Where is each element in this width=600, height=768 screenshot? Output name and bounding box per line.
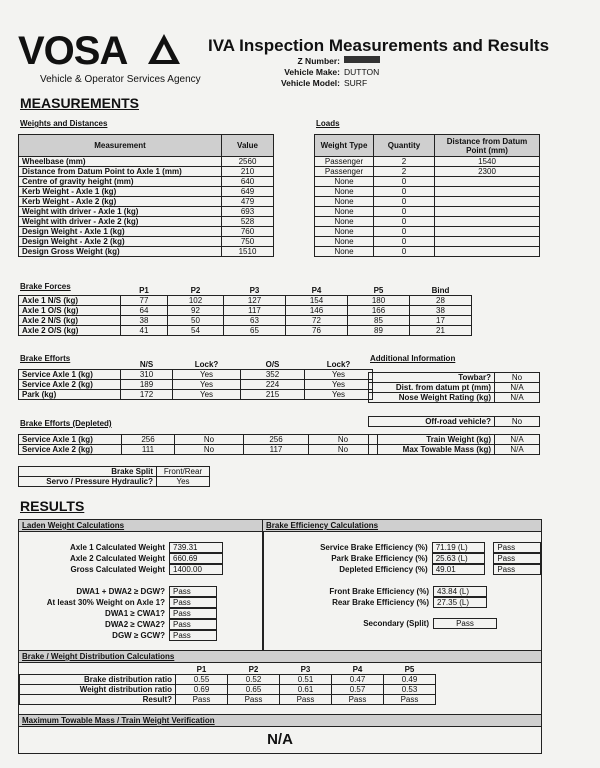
brake-effort-value: Yes	[305, 390, 373, 400]
brake-effort-value: 189	[121, 380, 173, 390]
weights-row	[19, 167, 274, 177]
weights-row	[19, 247, 274, 257]
vehicle-make: DUTTON	[344, 67, 380, 77]
bf-col-bind: Bind	[431, 286, 450, 295]
secondary-value: Pass	[433, 618, 497, 629]
depleted-value: 256	[244, 435, 309, 445]
loads-row	[315, 167, 540, 177]
laden-row-value: 1400.00	[169, 564, 223, 575]
load-type: None	[315, 187, 374, 197]
depleted-row-label: Service Axle 1 (kg)	[19, 435, 122, 445]
dist-col-p3: P3	[300, 665, 311, 674]
axle-efficiency-row-label: Rear Brake Efficiency (%)	[332, 598, 429, 607]
vehicle-make-label: Vehicle Make:	[284, 67, 340, 77]
brake-split-row	[19, 467, 210, 477]
load-distance	[435, 177, 540, 187]
load-quantity: 2	[374, 157, 435, 167]
dwa-row	[19, 586, 263, 597]
loads-row	[315, 217, 540, 227]
brake-split-row-value: Front/Rear	[157, 467, 210, 477]
towable-heading: Maximum Towable Mass / Train Weight Verification	[19, 715, 541, 727]
results-heading: RESULTS	[20, 498, 85, 514]
load-type: Passenger	[315, 167, 374, 177]
brake-force-row-label: Axle 2 N/S (kg)	[19, 316, 121, 326]
weights-value: 760	[222, 227, 274, 237]
weights-value: 2560	[222, 157, 274, 167]
towable-value: N/A	[267, 731, 293, 748]
loads-row	[315, 197, 540, 207]
additional-info-heading: Additional Information	[370, 354, 456, 363]
z-number-label: Z Number:	[297, 56, 340, 66]
triangle-emblem-icon	[148, 34, 180, 64]
distribution-row-label: Weight distribution ratio	[20, 685, 176, 695]
laden-weight-panel	[18, 519, 264, 652]
weights-row	[19, 177, 274, 187]
brake-effort-row	[19, 370, 373, 380]
additional-info-row-value: N/A	[495, 393, 540, 403]
laden-row-value: 739.31	[169, 542, 223, 553]
brake-efficiency-panel	[262, 519, 542, 652]
axle-efficiency-row-label: Front Brake Efficiency (%)	[329, 587, 429, 596]
load-quantity: 0	[374, 237, 435, 247]
axle-efficiency-row	[263, 597, 541, 608]
bf-col-p1: P1	[139, 286, 149, 295]
dwa-row	[19, 608, 263, 619]
load-type: None	[315, 237, 374, 247]
weights-table	[18, 134, 274, 257]
laden-row-value: 660.69	[169, 553, 223, 564]
distribution-row	[20, 695, 436, 705]
distribution-table	[19, 665, 436, 705]
weights-value: 479	[222, 197, 274, 207]
laden-row	[19, 553, 263, 564]
depleted-row	[19, 435, 378, 445]
loads-col-dist: Distance from Datum Point (mm)	[435, 135, 540, 157]
depleted-value: 256	[122, 435, 175, 445]
weights-value: 750	[222, 237, 274, 247]
brake-force-value: 63	[224, 316, 286, 326]
page-title: IVA Inspection Measurements and Results	[208, 36, 550, 55]
vehicle-meta	[230, 56, 430, 89]
brake-split-row-label: Servo / Pressure Hydraulic?	[19, 477, 157, 487]
brake-force-row-label: Axle 1 N/S (kg)	[19, 296, 121, 306]
brake-split-row	[19, 477, 210, 487]
brake-forces-table	[18, 286, 472, 336]
brake-force-value: 89	[348, 326, 410, 336]
loads-row	[315, 177, 540, 187]
distribution-value: 0.51	[280, 675, 332, 685]
distribution-heading: Brake / Weight Distribution Calculations	[19, 651, 541, 663]
loads-row	[315, 227, 540, 237]
vosa-logo-text: VOSA	[18, 30, 128, 70]
distribution-value: Pass	[332, 695, 384, 705]
efficiency-row-result: Pass	[493, 553, 541, 564]
axle-efficiency-row-value: 27.35 (L)	[433, 597, 487, 608]
brake-force-value: 117	[224, 306, 286, 316]
additional-info-row-label: Dist. from datum pt (mm)	[369, 383, 495, 393]
brake-effort-value: Yes	[173, 390, 241, 400]
additional-info-table	[368, 372, 540, 403]
weights-value: 528	[222, 217, 274, 227]
load-distance	[435, 237, 540, 247]
brake-force-row-label: Axle 2 O/S (kg)	[19, 326, 121, 336]
brake-effort-value: 310	[121, 370, 173, 380]
brake-force-value: 77	[121, 296, 168, 306]
efficiency-row	[263, 564, 541, 575]
vosa-logo	[18, 30, 188, 70]
weights-row	[19, 237, 274, 247]
bf-col-p5: P5	[373, 286, 384, 295]
loads-row	[315, 237, 540, 247]
dwa-row-label: DGW ≥ GCW?	[112, 631, 165, 640]
efficiency-row-value: 25.63 (L)	[432, 553, 486, 564]
brake-force-value: 85	[348, 316, 410, 326]
dwa-row-label: DWA1 ≥ CWA1?	[105, 609, 165, 618]
additional-info-row-value: N/A	[495, 383, 540, 393]
brake-force-value: 64	[121, 306, 168, 316]
loads-heading: Loads	[316, 119, 340, 128]
bf-col-p2: P2	[190, 286, 201, 295]
distribution-value: 0.69	[176, 685, 228, 695]
brake-force-value: 154	[286, 296, 348, 306]
loads-row	[315, 247, 540, 257]
loads-col-type: Weight Type	[315, 135, 374, 157]
weights-row	[19, 197, 274, 207]
vehicle-model-label: Vehicle Model:	[280, 78, 340, 88]
brake-force-row-label: Axle 1 O/S (kg)	[19, 306, 121, 316]
distribution-value: Pass	[176, 695, 228, 705]
axle-efficiency-row	[263, 586, 541, 597]
distribution-value: Pass	[280, 695, 332, 705]
brake-effort-row	[19, 380, 373, 390]
loads-row	[315, 157, 540, 167]
dwa-row	[19, 597, 263, 608]
brake-effort-value: Yes	[173, 370, 241, 380]
dwa-row-value: Pass	[169, 630, 217, 641]
depleted-heading: Brake Efforts (Depleted)	[20, 419, 112, 428]
depleted-value: 117	[244, 445, 309, 455]
brake-effort-row	[19, 390, 373, 400]
be-col-lock1: Lock?	[194, 360, 219, 369]
load-type: None	[315, 197, 374, 207]
depleted-value: No	[309, 445, 378, 455]
vehicle-model: SURF	[344, 78, 368, 88]
load-distance	[435, 217, 540, 227]
brake-force-value: 38	[410, 306, 472, 316]
weights-label: Centre of gravity height (mm)	[19, 177, 222, 187]
brake-force-value: 180	[348, 296, 410, 306]
load-quantity: 0	[374, 207, 435, 217]
brake-force-value: 54	[168, 326, 224, 336]
brake-force-value: 65	[224, 326, 286, 336]
dwa-row	[19, 619, 263, 630]
weights-col-value: Value	[222, 135, 274, 157]
load-quantity: 0	[374, 177, 435, 187]
brake-force-value: 38	[121, 316, 168, 326]
laden-row-label: Axle 2 Calculated Weight	[70, 554, 165, 563]
distribution-value: 0.65	[228, 685, 280, 695]
brake-effort-row-label: Service Axle 1 (kg)	[19, 370, 121, 380]
depleted-table	[18, 434, 378, 455]
weights-value: 693	[222, 207, 274, 217]
distribution-row	[20, 685, 436, 695]
weights-label: Distance from Datum Point to Axle 1 (mm)	[19, 167, 222, 177]
be-col-ns: N/S	[139, 360, 154, 369]
brake-efficiency-heading: Brake Efficiency Calculations	[263, 520, 541, 532]
brake-effort-value: 224	[241, 380, 305, 390]
efficiency-row-result: Pass	[493, 564, 541, 575]
depleted-value: No	[309, 435, 378, 445]
weights-label: Wheelbase (mm)	[19, 157, 222, 167]
measurements-heading: MEASUREMENTS	[20, 95, 140, 111]
brake-split-row-label: Brake Split	[19, 467, 157, 477]
load-type: None	[315, 217, 374, 227]
load-distance	[435, 207, 540, 217]
loads-row	[315, 187, 540, 197]
train-row-label: Max Towable Mass (kg)	[369, 445, 495, 455]
dwa-row-value: Pass	[169, 597, 217, 608]
weights-label: Weight with driver - Axle 2 (kg)	[19, 217, 222, 227]
load-distance	[435, 247, 540, 257]
laden-row-label: Axle 1 Calculated Weight	[70, 543, 165, 552]
load-distance	[435, 227, 540, 237]
efficiency-row-value: 71.19 (L)	[432, 542, 486, 553]
load-quantity: 0	[374, 227, 435, 237]
load-type: None	[315, 177, 374, 187]
dwa-row	[19, 630, 263, 641]
laden-row	[19, 564, 263, 575]
offroad-value: No	[495, 417, 540, 427]
distribution-row-label: Result?	[20, 695, 176, 705]
brake-force-value: 28	[410, 296, 472, 306]
loads-row	[315, 207, 540, 217]
secondary-label: Secondary (Split)	[363, 619, 429, 628]
load-type: None	[315, 227, 374, 237]
offroad-label: Off-road vehicle?	[369, 417, 495, 427]
efficiency-row-label: Service Brake Efficiency (%)	[320, 543, 428, 552]
bf-col-p4: P4	[311, 286, 322, 295]
dist-col-p4: P4	[352, 665, 363, 674]
weights-row	[19, 187, 274, 197]
laden-weight-heading: Laden Weight Calculations	[19, 520, 263, 532]
laden-row-label: Gross Calculated Weight	[70, 565, 165, 574]
brake-force-value: 76	[286, 326, 348, 336]
brake-force-value: 21	[410, 326, 472, 336]
brake-split-row-value: Yes	[157, 477, 210, 487]
additional-info-row-label: Nose Weight Rating (kg)	[369, 393, 495, 403]
additional-info-row-value: No	[495, 373, 540, 383]
weights-label: Weight with driver - Axle 1 (kg)	[19, 207, 222, 217]
brake-force-value: 50	[168, 316, 224, 326]
train-row-value: N/A	[495, 445, 540, 455]
load-quantity: 0	[374, 197, 435, 207]
weights-label: Design Weight - Axle 2 (kg)	[19, 237, 222, 247]
distribution-value: 0.47	[332, 675, 384, 685]
weights-label: Design Weight - Axle 1 (kg)	[19, 227, 222, 237]
additional-info-row-label: Towbar?	[369, 373, 495, 383]
bf-col-p3: P3	[249, 286, 260, 295]
efficiency-row	[263, 553, 541, 564]
laden-row	[19, 542, 263, 553]
load-type: None	[315, 207, 374, 217]
load-distance	[435, 197, 540, 207]
dwa-row-value: Pass	[169, 608, 217, 619]
dwa-row-value: Pass	[169, 586, 217, 597]
load-quantity: 0	[374, 187, 435, 197]
weights-label: Kerb Weight - Axle 1 (kg)	[19, 187, 222, 197]
brake-force-row	[19, 306, 472, 316]
train-row	[369, 435, 540, 445]
load-type: Passenger	[315, 157, 374, 167]
train-row	[369, 445, 540, 455]
load-type: None	[315, 247, 374, 257]
brake-split-table	[18, 466, 210, 487]
loads-col-qty: Quantity	[374, 135, 435, 157]
dwa-row-label: DWA1 + DWA2 ≥ DGW?	[76, 587, 165, 596]
brake-force-value: 102	[168, 296, 224, 306]
weights-row	[19, 207, 274, 217]
distribution-value: 0.55	[176, 675, 228, 685]
brake-force-value: 92	[168, 306, 224, 316]
distribution-value: Pass	[384, 695, 436, 705]
brake-effort-value: 352	[241, 370, 305, 380]
dist-col-p5: P5	[404, 665, 415, 674]
weights-row	[19, 227, 274, 237]
efficiency-row-value: 49.01	[432, 564, 486, 575]
distribution-row	[20, 675, 436, 685]
axle-efficiency-row-value: 43.84 (L)	[433, 586, 487, 597]
load-quantity: 2	[374, 167, 435, 177]
weights-value: 640	[222, 177, 274, 187]
brake-force-row	[19, 326, 472, 336]
distribution-value: 0.49	[384, 675, 436, 685]
load-quantity: 0	[374, 247, 435, 257]
weights-label: Design Gross Weight (kg)	[19, 247, 222, 257]
towable-panel	[18, 714, 542, 754]
dwa-row-label: DWA2 ≥ CWA2?	[105, 620, 165, 629]
distribution-row-label: Brake distribution ratio	[20, 675, 176, 685]
brake-effort-value: Yes	[305, 380, 373, 390]
distribution-value: 0.52	[228, 675, 280, 685]
depleted-value: No	[175, 445, 244, 455]
depleted-row	[19, 445, 378, 455]
train-row-value: N/A	[495, 435, 540, 445]
load-distance	[435, 187, 540, 197]
dist-col-p2: P2	[248, 665, 259, 674]
brake-forces-heading: Brake Forces	[20, 282, 71, 291]
weights-col-measurement: Measurement	[19, 135, 222, 157]
distribution-panel	[18, 650, 542, 716]
brake-force-row	[19, 296, 472, 306]
efficiency-row-result: Pass	[493, 542, 541, 553]
be-col-lock2: Lock?	[326, 360, 351, 369]
redacted-z-number	[344, 56, 380, 63]
distribution-value: 0.57	[332, 685, 384, 695]
brake-force-value: 41	[121, 326, 168, 336]
dist-col-p1: P1	[196, 665, 207, 674]
brake-effort-value: 172	[121, 390, 173, 400]
brake-force-row	[19, 316, 472, 326]
load-distance: 2300	[435, 167, 540, 177]
loads-table	[314, 134, 540, 257]
additional-info-row	[369, 373, 540, 383]
efficiency-row	[263, 542, 541, 553]
weights-row	[19, 157, 274, 167]
be-col-os: O/S	[265, 360, 280, 369]
depleted-value: No	[175, 435, 244, 445]
weights-value: 649	[222, 187, 274, 197]
brake-effort-value: Yes	[305, 370, 373, 380]
depleted-row-label: Service Axle 2 (kg)	[19, 445, 122, 455]
brake-effort-row-label: Park (kg)	[19, 390, 121, 400]
brake-force-value: 127	[224, 296, 286, 306]
weights-row	[19, 217, 274, 227]
weights-heading: Weights and Distances	[20, 119, 108, 128]
brake-efforts-heading: Brake Efforts	[20, 354, 71, 363]
efficiency-row-label: Park Brake Efficiency (%)	[331, 554, 428, 563]
agency-name: Vehicle & Operator Services Agency	[40, 74, 201, 85]
weights-value: 1510	[222, 247, 274, 257]
train-table	[368, 434, 540, 455]
brake-effort-value: 215	[241, 390, 305, 400]
brake-force-value: 72	[286, 316, 348, 326]
distribution-value: Pass	[228, 695, 280, 705]
weights-value: 210	[222, 167, 274, 177]
load-distance: 1540	[435, 157, 540, 167]
distribution-value: 0.53	[384, 685, 436, 695]
efficiency-row-label: Depleted Efficiency (%)	[339, 565, 428, 574]
offroad-table	[368, 416, 540, 427]
weights-label: Kerb Weight - Axle 2 (kg)	[19, 197, 222, 207]
brake-efforts-table	[18, 360, 373, 400]
brake-force-value: 17	[410, 316, 472, 326]
brake-force-value: 146	[286, 306, 348, 316]
depleted-value: 111	[122, 445, 175, 455]
dwa-row-label: At least 30% Weight on Axle 1?	[46, 598, 165, 607]
train-row-label: Train Weight (kg)	[369, 435, 495, 445]
load-quantity: 0	[374, 217, 435, 227]
distribution-value: 0.61	[280, 685, 332, 695]
additional-info-row	[369, 393, 540, 403]
brake-effort-value: Yes	[173, 380, 241, 390]
brake-force-value: 166	[348, 306, 410, 316]
additional-info-row	[369, 383, 540, 393]
dwa-row-value: Pass	[169, 619, 217, 630]
brake-effort-row-label: Service Axle 2 (kg)	[19, 380, 121, 390]
